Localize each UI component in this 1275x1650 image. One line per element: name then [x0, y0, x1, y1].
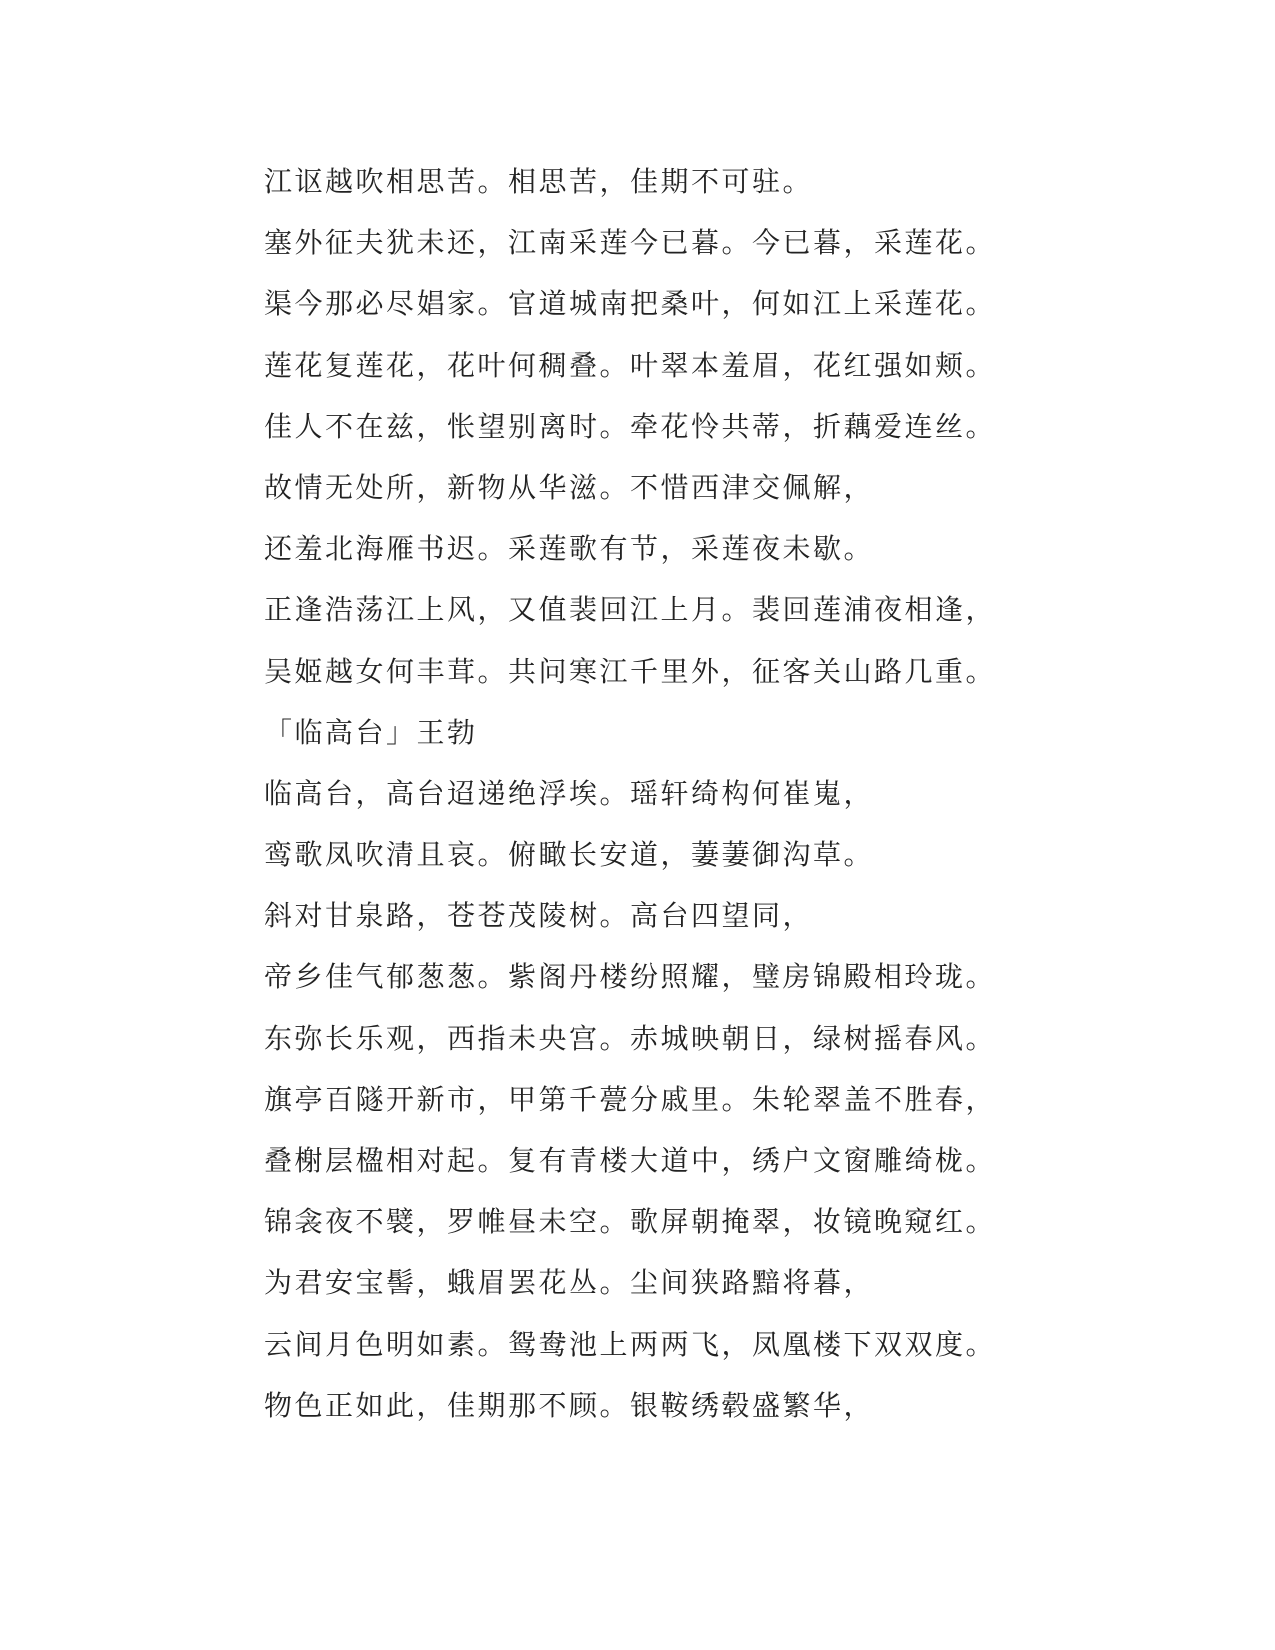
poem-line: 东弥长乐观，西指未央宫。赤城映朝日，绿树摇春风。 [264, 1021, 997, 1055]
poem-line: 叠榭层楹相对起。复有青楼大道中，绣户文窗雕绮栊。 [264, 1144, 997, 1177]
poem-line: 帝乡佳气郁葱葱。紫阁丹楼纷照耀，璧房锦殿相玲珑。 [264, 960, 997, 994]
poem-line: 莲花复莲花，花叶何稠叠。叶翠本羞眉，花红强如颊。 [264, 348, 997, 382]
poem-line: 为君安宝髻，蛾眉罢花丛。尘间狭路黯将暮， [264, 1266, 875, 1300]
poem-line: 锦衾夜不襞，罗帷昼未空。歌屏朝掩翠，妆镜晚窥红。 [264, 1205, 997, 1239]
poem-line: 故情无处所，新物从华滋。不惜西津交佩解， [264, 470, 875, 504]
poem-line: 渠今那必尽娼家。官道城南把桑叶，何如江上采莲花。 [264, 287, 997, 321]
poem-line: 佳人不在兹，怅望别离时。牵花怜共蒂，折藕爱连丝。 [264, 409, 997, 443]
poem-line: 斜对甘泉路，苍苍茂陵树。高台四望同， [264, 899, 814, 933]
poem-title: 「临高台」王勃 [264, 715, 478, 749]
poem-text-block [264, 165, 997, 1451]
poem-line: 鸾歌凤吹清且哀。俯瞰长安道，萋萋御沟草。 [264, 838, 875, 872]
poem-line: 还羞北海雁书迟。采莲歌有节，采莲夜未歇。 [264, 532, 875, 566]
poem-line: 云间月色明如素。鸳鸯池上两两飞，凤凰楼下双双度。 [264, 1327, 997, 1361]
poem-line: 临高台，高台迢递绝浮埃。瑶轩绮构何崔嵬， [264, 776, 875, 810]
poem-line: 吴姬越女何丰茸。共问寒江千里外，征客关山路几重。 [264, 654, 997, 688]
poem-line: 物色正如此，佳期那不顾。银鞍绣毂盛繁华， [264, 1388, 875, 1422]
poem-line: 塞外征夫犹未还，江南采莲今已暮。今已暮，采莲花。 [264, 226, 997, 260]
poem-line: 旗亭百隧开新市，甲第千甍分戚里。朱轮翠盖不胜春， [264, 1082, 997, 1116]
poem-line: 江讴越吹相思苦。相思苦，佳期不可驻。 [264, 165, 814, 198]
poem-line: 正逢浩荡江上风，又值裴回江上月。裴回莲浦夜相逢， [264, 593, 997, 627]
